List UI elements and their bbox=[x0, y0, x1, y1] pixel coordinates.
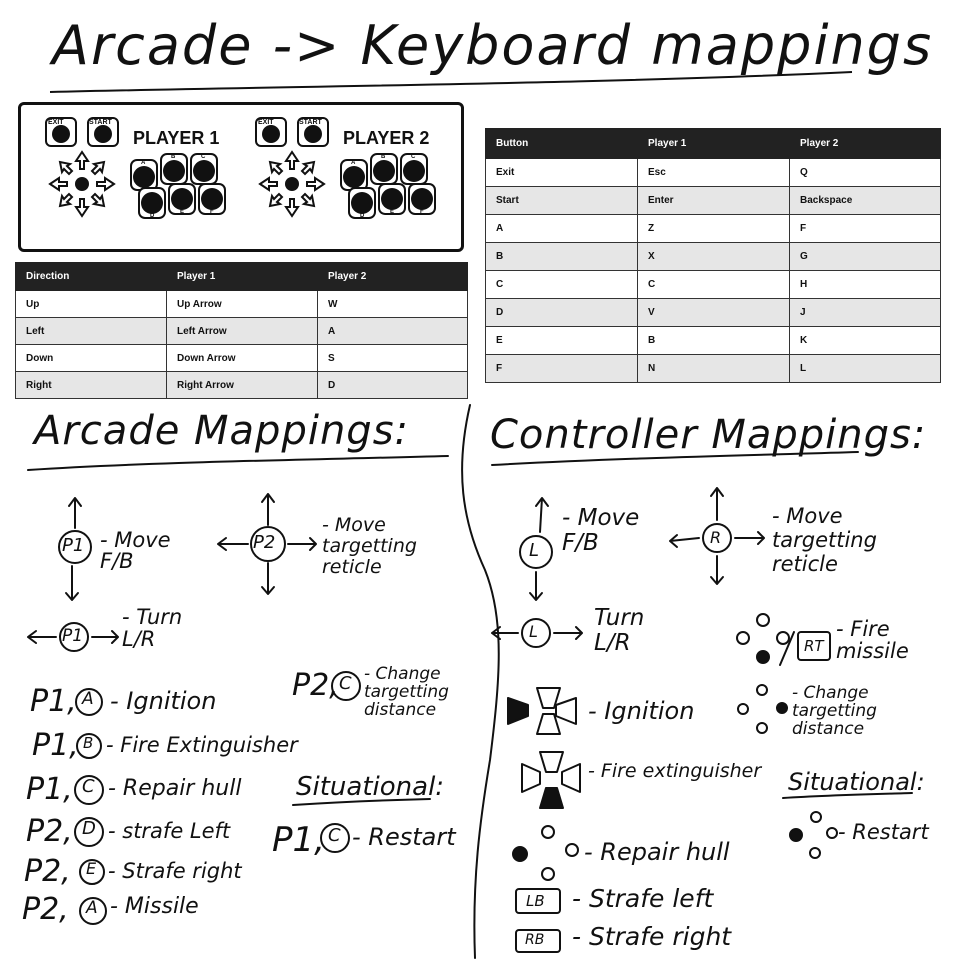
controller-rt-label: RT bbox=[804, 637, 824, 655]
table-cell: Up Arrow bbox=[167, 291, 318, 318]
table-cell: A bbox=[486, 215, 638, 243]
table-cell: B bbox=[486, 243, 638, 271]
arcade-item-action: - Fire Extinguisher bbox=[106, 733, 298, 757]
arcade-item-button: D bbox=[82, 818, 96, 839]
controller-rb-label: RB bbox=[525, 932, 545, 948]
arcade-situational-heading: Situational: bbox=[296, 772, 445, 802]
table-cell: Right bbox=[16, 372, 167, 399]
button-header-player1: Player 1 bbox=[638, 129, 790, 159]
table-cell: J bbox=[790, 299, 941, 327]
start-label-p1: START bbox=[89, 119, 112, 126]
controller-move-label: - Move F/B bbox=[562, 505, 640, 556]
table-cell: Left Arrow bbox=[167, 318, 318, 345]
arcade-move-label: - Move F/B bbox=[100, 528, 171, 573]
arcade-item-player: P2, bbox=[24, 854, 71, 889]
controller-turn-label: Turn L/R bbox=[594, 605, 645, 656]
table-cell: G bbox=[790, 243, 941, 271]
controller-left-stick-move: L bbox=[529, 540, 540, 561]
controller-move-reticle-label: - Move targetting reticle bbox=[772, 504, 877, 576]
controller-fire-extinguisher-label: - Fire extinguisher bbox=[588, 760, 762, 782]
arcade-p1-move-stick: P1 bbox=[62, 535, 85, 556]
p1-btn-a-label: A bbox=[141, 160, 146, 166]
arcade-item-button: C bbox=[82, 776, 95, 797]
table-cell: Enter bbox=[638, 187, 790, 215]
section-divider bbox=[462, 405, 499, 958]
arcade-item-button: A bbox=[86, 898, 98, 918]
arcade-item-button: A bbox=[82, 689, 94, 709]
arcade-item-action: - strafe Left bbox=[108, 819, 231, 843]
p1-btn-c-label: C bbox=[201, 154, 206, 160]
exit-label-p1: EXIT bbox=[48, 119, 64, 126]
p2-btn-d-label: D bbox=[360, 213, 365, 219]
controller-strafe-left-label: - Strafe left bbox=[572, 884, 714, 913]
arcade-restart-label: - Restart bbox=[352, 823, 456, 851]
arcade-turn-label: - Turn L/R bbox=[122, 605, 183, 651]
arcade-item-action: - Repair hull bbox=[108, 776, 242, 801]
arcade-item-action: - Missile bbox=[110, 894, 199, 919]
table-cell: W bbox=[318, 291, 468, 318]
p1-btn-e-label: E bbox=[180, 209, 185, 215]
player1-label: PLAYER 1 bbox=[133, 128, 220, 148]
p1-btn-d-label: D bbox=[150, 213, 155, 219]
table-cell: S bbox=[318, 345, 468, 372]
table-cell: B bbox=[638, 327, 790, 355]
table-cell: A bbox=[318, 318, 468, 345]
table-cell: Exit bbox=[486, 159, 638, 187]
table-cell: F bbox=[486, 355, 638, 383]
table-cell: L bbox=[790, 355, 941, 383]
exit-label-p2: EXIT bbox=[258, 119, 274, 126]
arcade-p1-turn-stick: P1 bbox=[62, 626, 84, 646]
table-cell: Up bbox=[16, 291, 167, 318]
arcade-p2c-player: P2, bbox=[292, 668, 339, 703]
p1-btn-f-label: F bbox=[210, 209, 214, 215]
p2-btn-b-label: B bbox=[381, 154, 386, 160]
p2-btn-e-label: E bbox=[390, 209, 395, 215]
controller-right-stick: R bbox=[710, 528, 722, 547]
table-cell: C bbox=[638, 271, 790, 299]
table-cell: Z bbox=[638, 215, 790, 243]
arcade-p2-reticle-stick: P2 bbox=[253, 532, 276, 553]
arcade-item-player: P1, bbox=[26, 772, 73, 807]
table-cell: Right Arrow bbox=[167, 372, 318, 399]
controller-mappings-heading: Controller Mappings: bbox=[490, 412, 927, 458]
table-cell: Esc bbox=[638, 159, 790, 187]
arcade-move-reticle-label: - Move targetting reticle bbox=[322, 514, 417, 578]
controller-fire-missile-label: - Fire missile bbox=[836, 617, 909, 663]
direction-header-player1: Player 1 bbox=[167, 263, 318, 291]
arcade-restart-player: P1, bbox=[272, 820, 325, 860]
button-header-button: Button bbox=[486, 129, 638, 159]
p2-btn-c-label: C bbox=[411, 154, 416, 160]
table-cell: X bbox=[638, 243, 790, 271]
controller-strafe-right-label: - Strafe right bbox=[572, 922, 732, 951]
table-cell: V bbox=[638, 299, 790, 327]
arcade-item-button: E bbox=[86, 859, 97, 878]
controller-restart-label: - Restart bbox=[838, 820, 929, 844]
arcade-change-distance-label: - Change targetting distance bbox=[364, 664, 449, 720]
controller-ignition-label: - Ignition bbox=[588, 697, 695, 725]
p1-btn-b-label: B bbox=[171, 154, 176, 160]
table-cell: Down bbox=[16, 345, 167, 372]
table-cell: E bbox=[486, 327, 638, 355]
page-title: Arcade -> Keyboard mappings bbox=[52, 14, 934, 77]
start-label-p2: START bbox=[299, 119, 322, 126]
arcade-item-player: P2, bbox=[22, 892, 69, 927]
table-cell: F bbox=[790, 215, 941, 243]
controller-left-stick-turn: L bbox=[529, 622, 538, 641]
arcade-item-player: P2, bbox=[26, 814, 73, 849]
table-cell: C bbox=[486, 271, 638, 299]
arcade-restart-button: C bbox=[328, 825, 341, 846]
table-cell: N bbox=[638, 355, 790, 383]
arcade-p2c-button: C bbox=[339, 673, 352, 694]
direction-header-direction: Direction bbox=[16, 263, 167, 291]
table-cell: K bbox=[790, 327, 941, 355]
arcade-mappings-heading: Arcade Mappings: bbox=[34, 408, 410, 454]
table-cell: H bbox=[790, 271, 941, 299]
table-cell: Left bbox=[16, 318, 167, 345]
controller-repair-label: - Repair hull bbox=[584, 838, 730, 866]
table-cell: D bbox=[318, 372, 468, 399]
arcade-item-action: - Ignition bbox=[110, 687, 217, 715]
controller-lb-label: LB bbox=[526, 892, 545, 910]
direction-header-player2: Player 2 bbox=[318, 263, 468, 291]
player2-label: PLAYER 2 bbox=[343, 128, 430, 148]
p2-btn-f-label: F bbox=[420, 209, 424, 215]
table-cell: D bbox=[486, 299, 638, 327]
table-cell: Down Arrow bbox=[167, 345, 318, 372]
controller-change-distance-label: - Change targetting distance bbox=[792, 683, 877, 739]
arcade-item-player: P1, bbox=[32, 728, 79, 763]
table-cell: Start bbox=[486, 187, 638, 215]
arcade-item-button: B bbox=[83, 734, 94, 752]
table-cell: Q bbox=[790, 159, 941, 187]
controller-situational-heading: Situational: bbox=[788, 768, 925, 796]
table-cell: Backspace bbox=[790, 187, 941, 215]
arcade-item-action: - Strafe right bbox=[108, 859, 242, 883]
button-header-player2: Player 2 bbox=[790, 129, 941, 159]
p2-btn-a-label: A bbox=[351, 160, 356, 166]
arcade-item-player: P1, bbox=[30, 684, 77, 719]
